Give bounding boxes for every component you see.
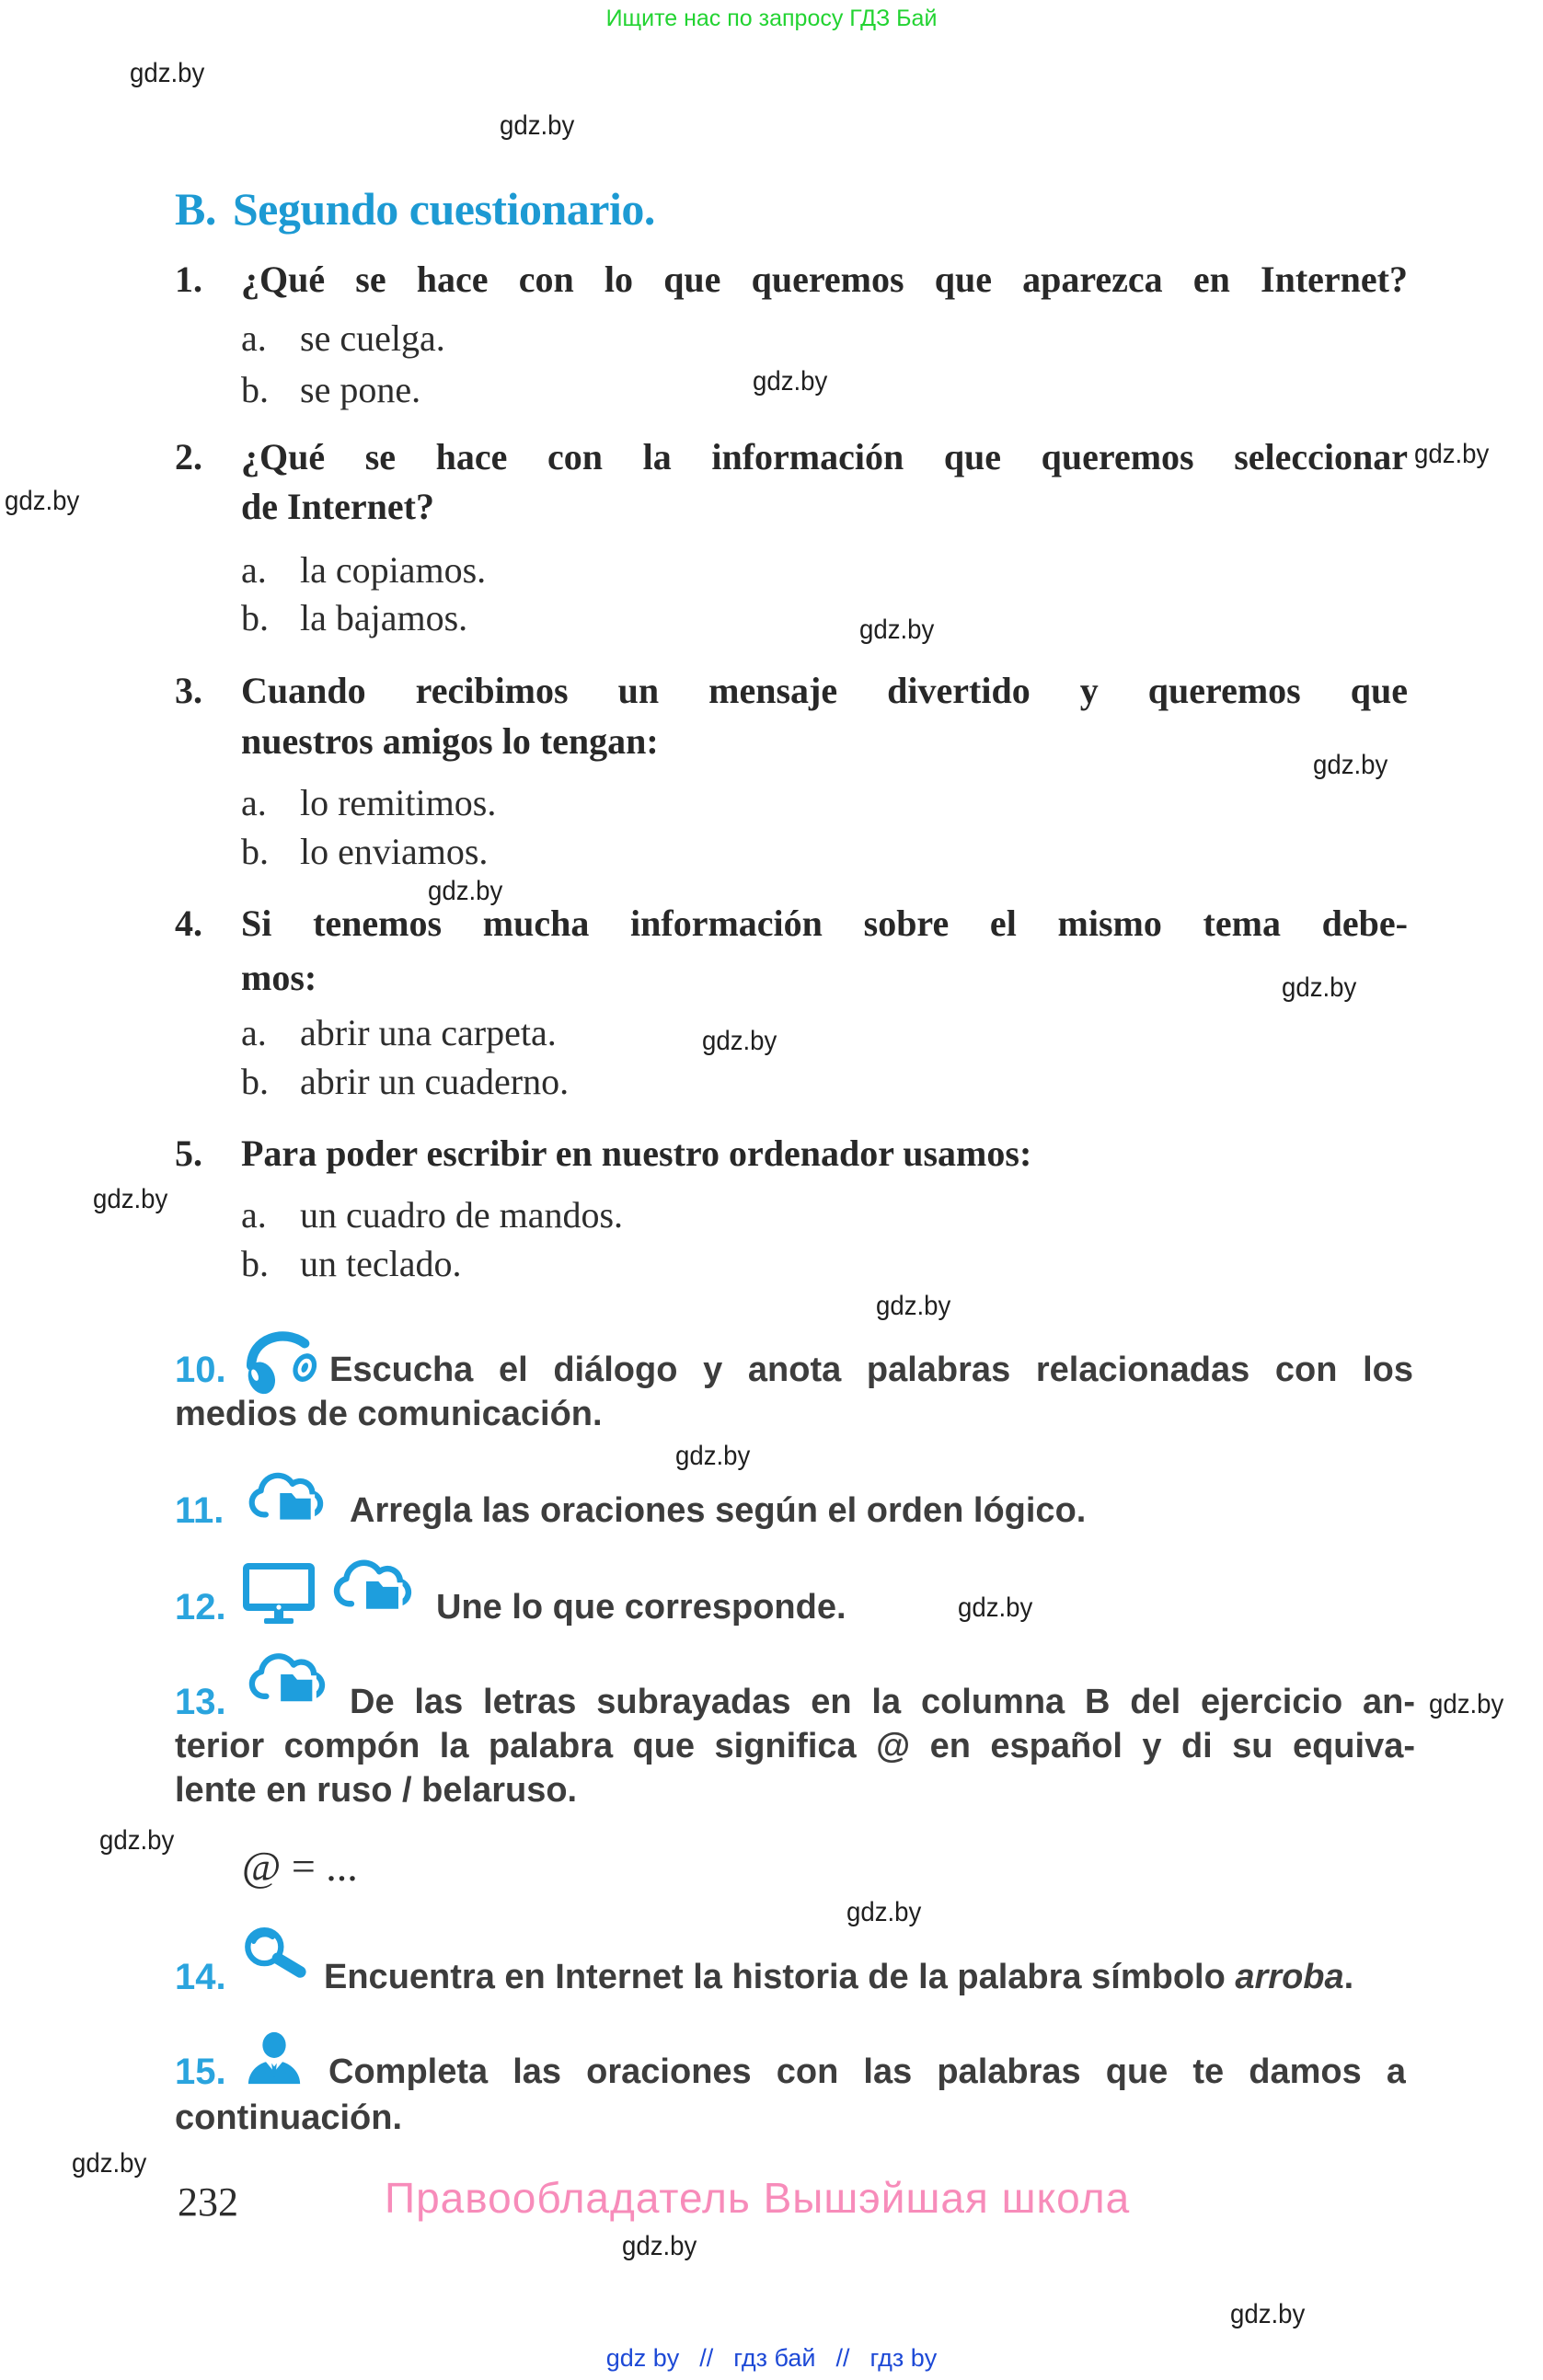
exercise-14-text-prefix: Encuentra en Internet la historia de la palabra símbolo (324, 1958, 1236, 1996)
question-3-option-b (241, 830, 488, 873)
question-5-option-b (241, 1242, 462, 1285)
option-text: un teclado. (300, 1243, 462, 1284)
option-text: abrir un cuaderno. (300, 1061, 570, 1102)
question-3-option-a (241, 781, 496, 824)
question-3-stem-line2: nuestros amigos lo tengan: (241, 720, 659, 762)
question-4-option-b (241, 1060, 569, 1103)
section-letter: B. (175, 183, 216, 235)
watermark-gdz: gdz.by (622, 2231, 697, 2261)
link-separator: // (835, 2344, 850, 2372)
option-letter: b. (241, 1061, 269, 1102)
section-title: Segundo cuestionario. (232, 183, 655, 235)
watermark-gdz: gdz.by (859, 615, 935, 645)
promo-banner: Ищите нас по запросу ГДЗ Бай (605, 6, 938, 31)
question-2-option-a (241, 548, 486, 592)
exercise-12-number: 12. (175, 1587, 226, 1627)
question-5-number: 5. (175, 1133, 202, 1174)
option-text: la bajamos. (300, 597, 468, 638)
option-text: la copiamos. (300, 549, 487, 591)
question-2-option-b (241, 596, 467, 639)
option-letter: a. (241, 1012, 267, 1053)
question-4-number: 4. (175, 903, 202, 944)
exercise-14-text-suffix: . (1343, 1958, 1354, 1996)
section-heading (175, 182, 655, 236)
option-letter: a. (241, 317, 267, 359)
option-letter: a. (241, 1194, 267, 1236)
question-5-option-a (241, 1193, 623, 1236)
watermark-gdz: gdz.by (1429, 1689, 1504, 1719)
watermark-gdz: gdz.by (93, 1184, 168, 1214)
watermark-gdz: gdz.by (5, 486, 80, 516)
watermark-gdz: gdz.by (1282, 972, 1357, 1003)
exercise-11-text: Arregla las oraciones según el orden lógico. (350, 1491, 1087, 1530)
headphones-icon (239, 1326, 322, 1397)
question-2-number: 2. (175, 436, 202, 477)
exercise-13-number: 13. (175, 1682, 226, 1722)
watermark-gdz: gdz.by (1313, 750, 1388, 780)
exercise-13-text-line2: terior compón la palabra que significa @ en español y di su equiva- (175, 1727, 1415, 1765)
exercise-10-number: 10. (175, 1350, 226, 1390)
question-4-option-a (241, 1011, 557, 1054)
question-3-number: 3. (175, 670, 202, 711)
question-1-number: 1. (175, 259, 202, 300)
footer-link-gdz-by-cyr[interactable]: гдз by (869, 2344, 938, 2372)
watermark-gdz: gdz.by (99, 1825, 175, 1856)
question-2-stem-line1: ¿Qué se hace con la información que queremos seleccionar (241, 436, 1408, 477)
watermark-gdz: gdz.by (428, 876, 503, 906)
magnifier-icon (241, 1924, 309, 1979)
watermark-gdz: gdz.by (846, 1897, 922, 1927)
watermark-gdz: gdz.by (958, 1592, 1033, 1623)
footer-links (0, 2344, 1543, 2373)
exercise-13-text-line1: De las letras subrayadas en la columna B del ejercicio an- (350, 1683, 1415, 1721)
person-icon (247, 2031, 302, 2085)
cloud-folder-icon (245, 1459, 326, 1535)
question-2-stem-line2: de Internet? (241, 486, 434, 527)
watermark-gdz: gdz.by (1414, 439, 1490, 469)
footer-link-gdz-bai[interactable]: гдз бай (733, 2344, 816, 2372)
copyright-text: Правообладатель Вышэйшая школа (385, 2174, 1131, 2222)
exercise-14-keyword: arroba (1235, 1958, 1344, 1996)
question-4-stem-line2: mos: (241, 957, 317, 998)
exercise-11-number: 11. (175, 1490, 225, 1531)
exercise-14-text (324, 1957, 1353, 1999)
cloud-folder-icon (245, 1645, 328, 1711)
watermark-gdz: gdz.by (72, 2148, 147, 2179)
option-text: lo remitimos. (300, 782, 497, 823)
page-number: 232 (178, 2179, 238, 2225)
option-letter: b. (241, 1243, 269, 1284)
option-text: se cuelga. (300, 317, 445, 359)
arroba-equation: @ = ... (242, 1843, 358, 1890)
exercise-10-text-line1: Escucha el diálogo y anota palabras relacionadas con los (329, 1351, 1413, 1389)
question-3-stem-line1: Cuando recibimos un mensaje divertido y queremos que (241, 670, 1408, 711)
footer-link-gdz-by[interactable]: gdz by (605, 2344, 680, 2372)
exercise-15-number: 15. (175, 2052, 226, 2092)
question-5-stem: Para poder escribir en nuestro ordenador usamos: (241, 1133, 1032, 1174)
exercise-15-text-line2: continuación. (175, 2098, 402, 2137)
option-text: abrir una carpeta. (300, 1012, 557, 1053)
exercise-12-text: Une lo que corresponde. (436, 1588, 846, 1627)
question-1-stem: ¿Qué se hace con lo que queremos que aparezca en Internet? (241, 259, 1408, 300)
question-1-option-a (241, 316, 445, 360)
watermark-gdz: gdz.by (500, 110, 575, 141)
option-text: lo enviamos. (300, 831, 489, 872)
watermark-gdz: gdz.by (702, 1026, 777, 1056)
option-letter: a. (241, 782, 267, 823)
question-1-option-b (241, 368, 420, 411)
watermark-gdz: gdz.by (675, 1441, 751, 1471)
question-4-stem-line1: Si tenemos mucha información sobre el mismo tema debe- (241, 903, 1408, 944)
watermark-gdz: gdz.by (130, 58, 205, 88)
option-letter: b. (241, 369, 269, 410)
exercise-14-number: 14. (175, 1957, 226, 1997)
monitor-icon (242, 1562, 316, 1625)
cloud-folder-icon (329, 1553, 414, 1617)
option-text: un cuadro de mandos. (300, 1194, 624, 1236)
option-letter: a. (241, 549, 267, 591)
watermark-gdz: gdz.by (753, 366, 828, 397)
exercise-13-text-line3: lente en ruso / belaruso. (175, 1771, 578, 1810)
watermark-gdz: gdz.by (1230, 2299, 1306, 2329)
option-letter: b. (241, 831, 269, 872)
option-text: se pone. (300, 369, 421, 410)
watermark-gdz: gdz.by (876, 1291, 951, 1321)
link-separator: // (699, 2344, 714, 2372)
exercise-15-text-line1: Completa las oraciones con las palabras que te damos a (328, 2052, 1406, 2091)
option-letter: b. (241, 597, 269, 638)
exercise-10-text-line2: medios de comunicación. (175, 1395, 603, 1433)
